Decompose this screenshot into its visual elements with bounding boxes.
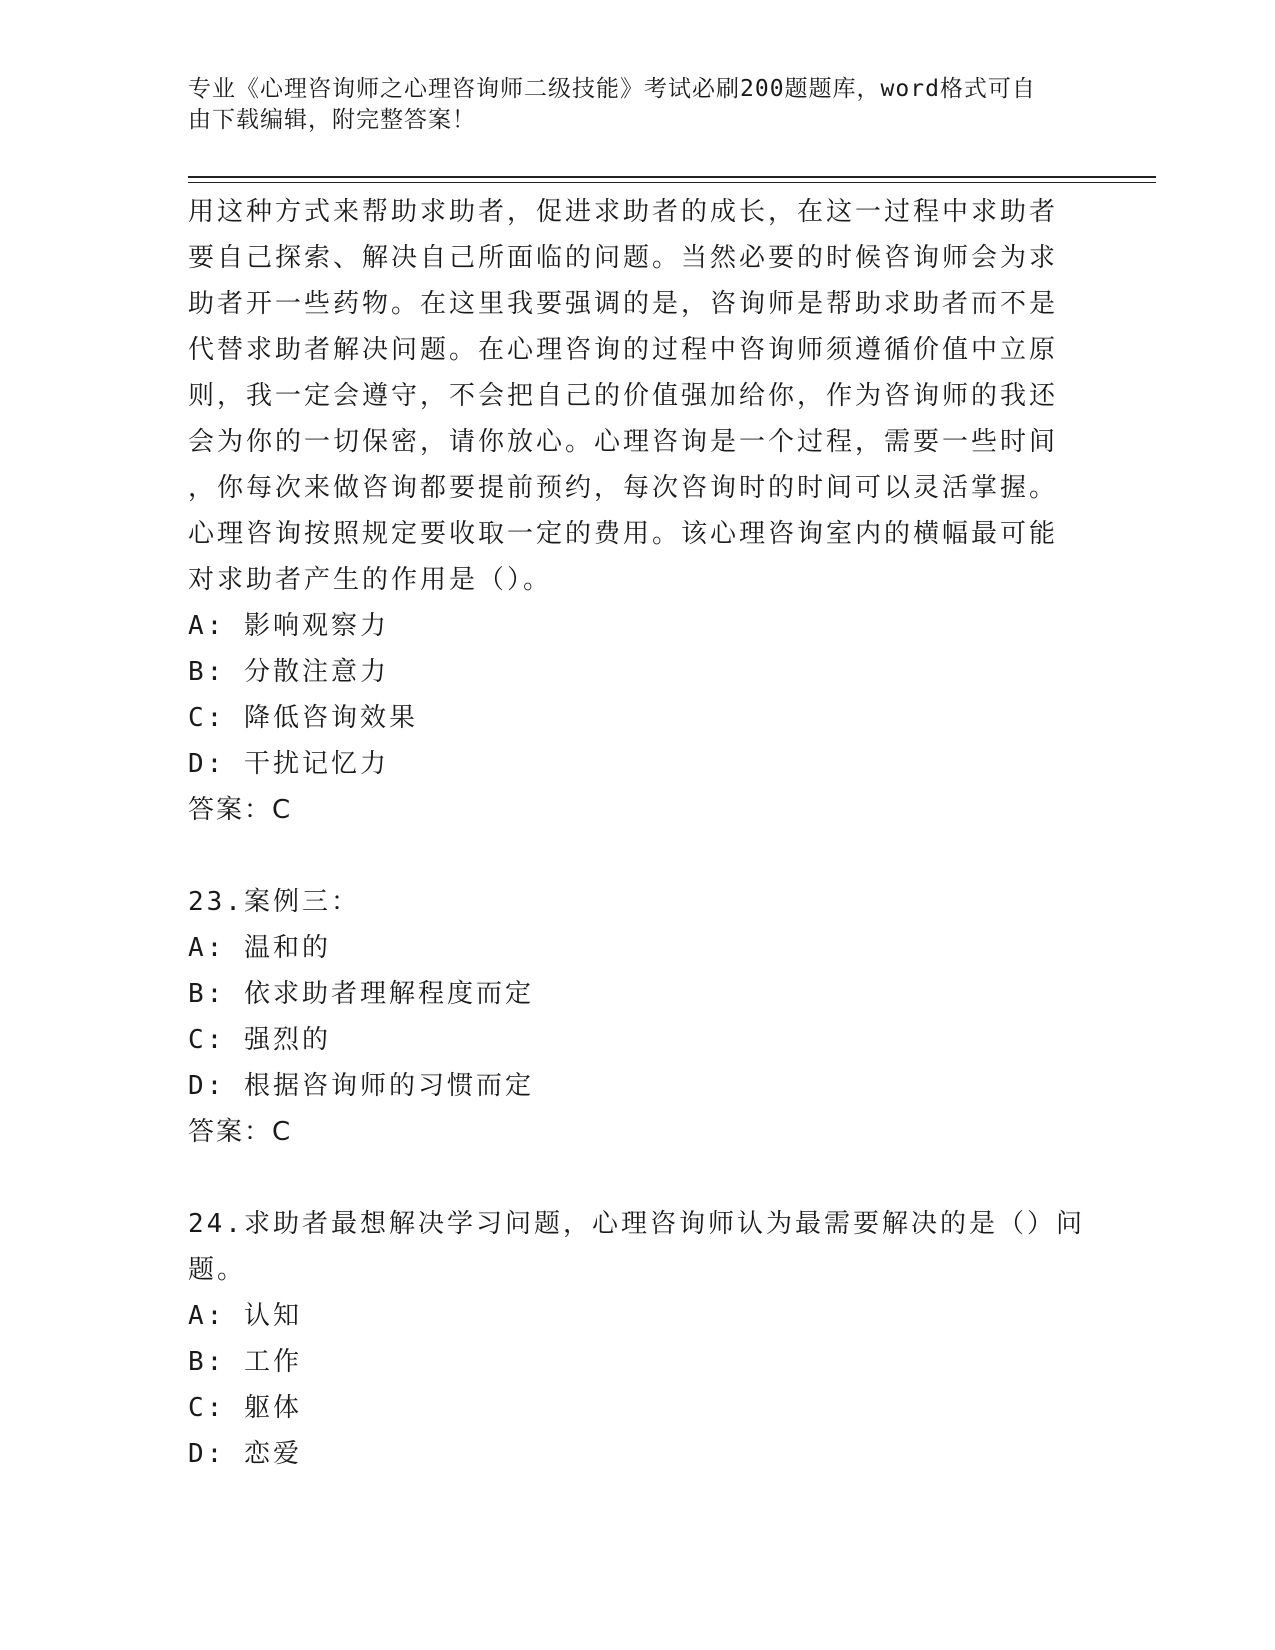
question-24 xyxy=(188,1201,1088,1477)
question-stem-line: 要自己探索、解决自己所面临的问题。当然必要的时候咨询师会为求 xyxy=(188,243,1059,273)
option-c: C: 降低咨询效果 xyxy=(188,703,418,733)
answer-line: 答案：C xyxy=(188,795,293,825)
question-stem-line: 23.案例三： xyxy=(188,887,360,917)
document-body xyxy=(188,189,1088,1477)
option-d: D: 干扰记忆力 xyxy=(188,749,389,779)
question-stem-line: 题。 xyxy=(188,1255,247,1285)
option-c: C: 强烈的 xyxy=(188,1025,331,1055)
option-d: D: 根据咨询师的习惯而定 xyxy=(188,1071,534,1101)
spacer xyxy=(188,833,1088,879)
option-b: B: 依求助者理解程度而定 xyxy=(188,979,534,1009)
question-stem-line: 则，我一定会遵守，不会把自己的价值强加给你，作为咨询师的我还 xyxy=(188,381,1059,411)
question-23 xyxy=(188,879,1088,1155)
option-d: D: 恋爱 xyxy=(188,1439,302,1469)
question-stem-line: 代替求助者解决问题。在心理咨询的过程中咨询师须遵循价值中立原 xyxy=(188,335,1059,365)
option-a: A: 认知 xyxy=(188,1301,302,1331)
question-stem-line: 24.求助者最想解决学习问题，心理咨询师认为最需要解决的是（）问 xyxy=(188,1209,1085,1239)
header-line-2: 由下载编辑，附完整答案！ xyxy=(188,107,476,133)
question-stem-line: 助者开一些药物。在这里我要强调的是，咨询师是帮助求助者而不是 xyxy=(188,289,1059,319)
question-stem-line: 对求助者产生的作用是（）。 xyxy=(188,565,553,595)
header-divider-thin xyxy=(188,182,1156,183)
header-line-1: 专业《心理咨询师之心理咨询师二级技能》考试必刷200题题库，word格式可自 xyxy=(188,76,1036,102)
header-divider-thick xyxy=(188,176,1156,178)
page-header xyxy=(188,74,1088,136)
question-stem-line: 心理咨询按照规定要收取一定的费用。该心理咨询室内的横幅最可能 xyxy=(188,519,1059,549)
question-stem-line: ，你每次来做咨询都要提前预约，每次咨询时的时间可以灵活掌握。 xyxy=(188,473,1059,503)
question-22 xyxy=(188,189,1088,833)
question-stem-line: 用这种方式来帮助求助者，促进求助者的成长，在这一过程中求助者 xyxy=(188,197,1059,227)
spacer xyxy=(188,1155,1088,1201)
question-stem-line: 会为你的一切保密，请你放心。心理咨询是一个过程，需要一些时间 xyxy=(188,427,1059,457)
answer-line: 答案：C xyxy=(188,1117,293,1147)
option-a: A: 温和的 xyxy=(188,933,331,963)
option-b: B: 工作 xyxy=(188,1347,302,1377)
option-c: C: 躯体 xyxy=(188,1393,302,1423)
option-a: A: 影响观察力 xyxy=(188,611,389,641)
option-b: B: 分散注意力 xyxy=(188,657,389,687)
